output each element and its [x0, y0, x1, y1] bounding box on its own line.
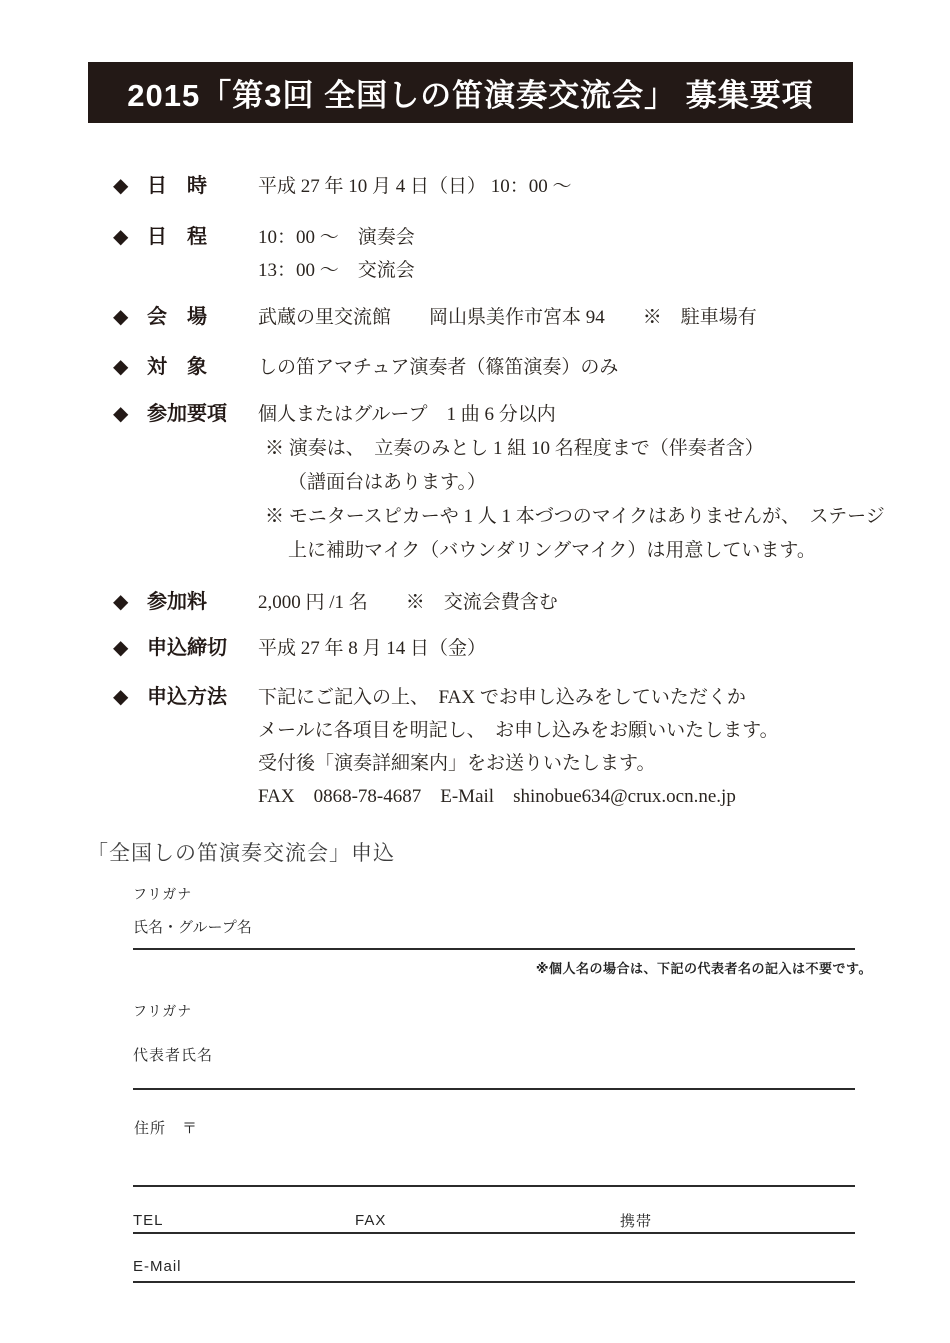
application-method-line-2: メールに各項目を明記し、 お申し込みをお願いいたします。: [258, 720, 779, 741]
venue-value: 武蔵の里交流館 岡山県美作市宮本 94 ※ 駐車場有: [258, 307, 757, 328]
requirements-line-1: 個人またはグループ 1 曲 6 分以内: [258, 404, 556, 425]
diamond-bullet-icon: ◆: [113, 306, 129, 328]
schedule-line-1: 10：00 ～ 演奏会: [258, 227, 415, 248]
fee-value: 2,000 円 /1 名 ※ 交流会費含む: [258, 592, 558, 613]
requirements-line-5: 上に補助マイク（バウンダリングマイク）は用意しています。: [288, 540, 816, 561]
mobile-label: 携帯: [620, 1213, 653, 1230]
address-label: 住所 〒: [134, 1120, 199, 1137]
address-writing-line: [133, 1185, 855, 1187]
phone-writing-line: [133, 1232, 855, 1234]
info-row-deadline: [113, 632, 486, 665]
document-title-banner: [88, 62, 853, 123]
target-label: 対 象: [147, 356, 207, 378]
requirements-line-3: （譜面台はあります。）: [288, 472, 486, 493]
application-method-line-3: 受付後「演奏詳細案内」をお送りいたします。: [258, 753, 656, 774]
deadline-value: 平成 27 年 8 月 14 日（金）: [258, 638, 487, 659]
info-row-venue: [113, 301, 757, 334]
info-row-datetime: [113, 170, 572, 203]
email-label: E-Mail: [133, 1258, 182, 1275]
datetime-label: 日 時: [147, 175, 207, 197]
diamond-bullet-icon: ◆: [113, 175, 129, 197]
individual-name-note: ※個人名の場合は、下記の代表者名の記入は不要です。: [535, 961, 872, 976]
furigana-label-2: フリガナ: [133, 1003, 193, 1019]
application-method-label: 申込方法: [147, 686, 227, 708]
application-method-line-1: 下記にご記入の上、 FAX でお申し込みをしていただくか: [258, 687, 746, 708]
info-row-requirements: [113, 398, 885, 568]
info-row-fee: [113, 586, 558, 619]
info-row-schedule: [113, 221, 415, 287]
fax-email-contact-line: FAX 0868-78-4687 E-Mail shinobue634@crux.ocn.ne.jp: [258, 786, 736, 807]
representative-name-label: 代表者氏名: [133, 1047, 214, 1064]
venue-label: 会 場: [147, 306, 207, 328]
furigana-label-1: フリガナ: [133, 886, 193, 902]
diamond-bullet-icon: ◆: [113, 637, 129, 659]
deadline-label: 申込締切: [147, 637, 227, 659]
requirements-line-4: ※ モニタースピカーや 1 人 1 本づつのマイクはありませんが、 ステージ: [265, 506, 885, 527]
schedule-line-2: 13：00 ～ 交流会: [258, 260, 415, 281]
diamond-bullet-icon: ◆: [113, 403, 129, 425]
target-value: しの笛アマチュア演奏者（篠笛演奏）のみ: [258, 357, 619, 378]
requirements-line-2: ※ 演奏は、 立奏のみとし 1 組 10 名程度まで（伴奏者含）: [265, 438, 764, 459]
datetime-value: 平成 27 年 10 月 4 日（日） 10：00 ～: [258, 176, 572, 197]
email-writing-line: [133, 1281, 855, 1283]
representative-writing-line: [133, 1088, 855, 1090]
tel-label: TEL: [133, 1212, 164, 1229]
info-row-application-method: [113, 681, 779, 813]
document-title: 2015「第3回 全国しの笛演奏交流会」 募集要項: [127, 78, 814, 113]
info-row-target: [113, 351, 618, 384]
requirements-label: 参加要項: [147, 403, 227, 425]
diamond-bullet-icon: ◆: [113, 226, 129, 248]
name-group-writing-line: [133, 948, 855, 950]
form-section-title: 「全国しの笛演奏交流会」申込: [87, 841, 395, 865]
name-group-label: 氏名・グループ名: [133, 919, 252, 936]
diamond-bullet-icon: ◆: [113, 356, 129, 378]
schedule-label: 日 程: [147, 226, 207, 248]
fee-label: 参加料: [147, 591, 207, 613]
diamond-bullet-icon: ◆: [113, 591, 129, 613]
fax-label: FAX: [355, 1212, 387, 1229]
diamond-bullet-icon: ◆: [113, 686, 129, 708]
